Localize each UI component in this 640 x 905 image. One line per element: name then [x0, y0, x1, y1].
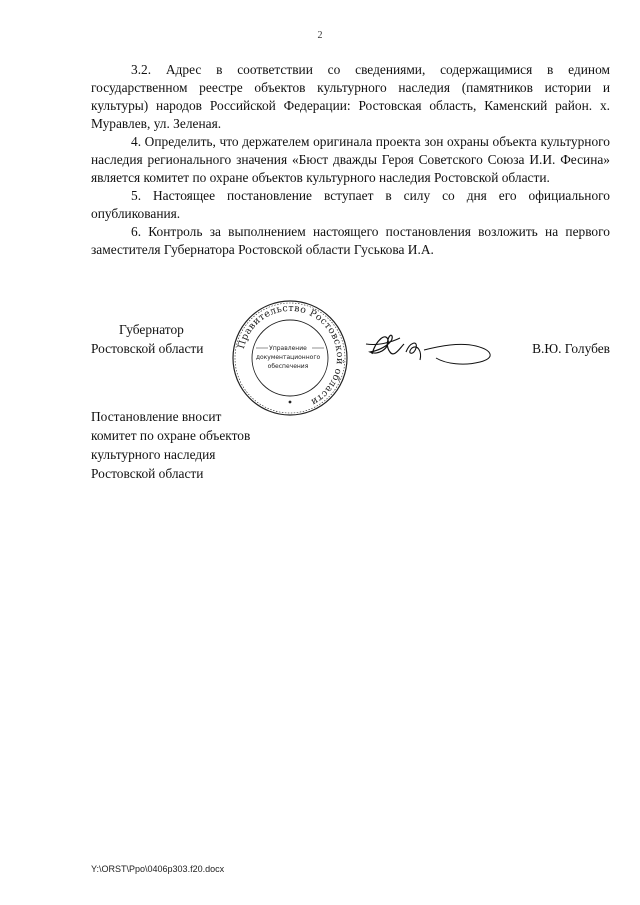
submitter-line2: комитет по охране объектов	[91, 428, 251, 443]
signatory-title-line1: Губернатор	[119, 322, 184, 337]
signatory-title-line2: Ростовской области	[91, 341, 204, 356]
seal-inner-line1: Управление	[269, 345, 307, 352]
page-number: 2	[317, 30, 323, 41]
seal-inner-line3: обеспечения	[267, 363, 309, 370]
submitter-line3: культурного наследия	[91, 447, 216, 462]
paragraph-5: 5. Настоящее постановление вступает в силу со дня его официального опубликования.	[91, 188, 610, 221]
paragraph-6: 6. Контроль за выполнением настоящего постановления возложить на первого заместителя Губернатора Ростовской области Гуськова И.А.	[91, 224, 610, 257]
signature-block	[91, 320, 610, 415]
submitter-line4: Ростовской области	[91, 466, 204, 481]
signatory-title	[91, 320, 203, 358]
handwritten-signature	[360, 322, 500, 372]
seal-outer-text: Правительство Ростовской области	[235, 302, 346, 408]
official-seal	[230, 298, 350, 418]
signatory-name: В.Ю. Голубев	[532, 341, 610, 356]
document-body	[91, 61, 610, 259]
paragraph-3-2: 3.2. Адрес в соответствии со сведениями, содержащимися в едином государственном реестре объектов культурного наследия (памятников истории и культуры) народов Российской Федерации: Ростовская область, Каменский район. х. Муравлев, ул. Зеленая.	[91, 62, 610, 131]
submitter-line1: Постановление вносит	[91, 409, 222, 424]
file-path-footer: Y:\ORST\Ppo\0406p303.f20.docx	[91, 864, 225, 874]
submitter-note	[91, 407, 250, 483]
paragraph-4: 4. Определить, что держателем оригинала проекта зон охраны объекта культурного наследия регионального значения «Бюст дважды Героя Советского Союза И.И. Фесина» является комитет по охране объектов культурного наследия Ростовской области.	[91, 134, 610, 185]
seal-inner-line2: документационного	[255, 354, 321, 361]
